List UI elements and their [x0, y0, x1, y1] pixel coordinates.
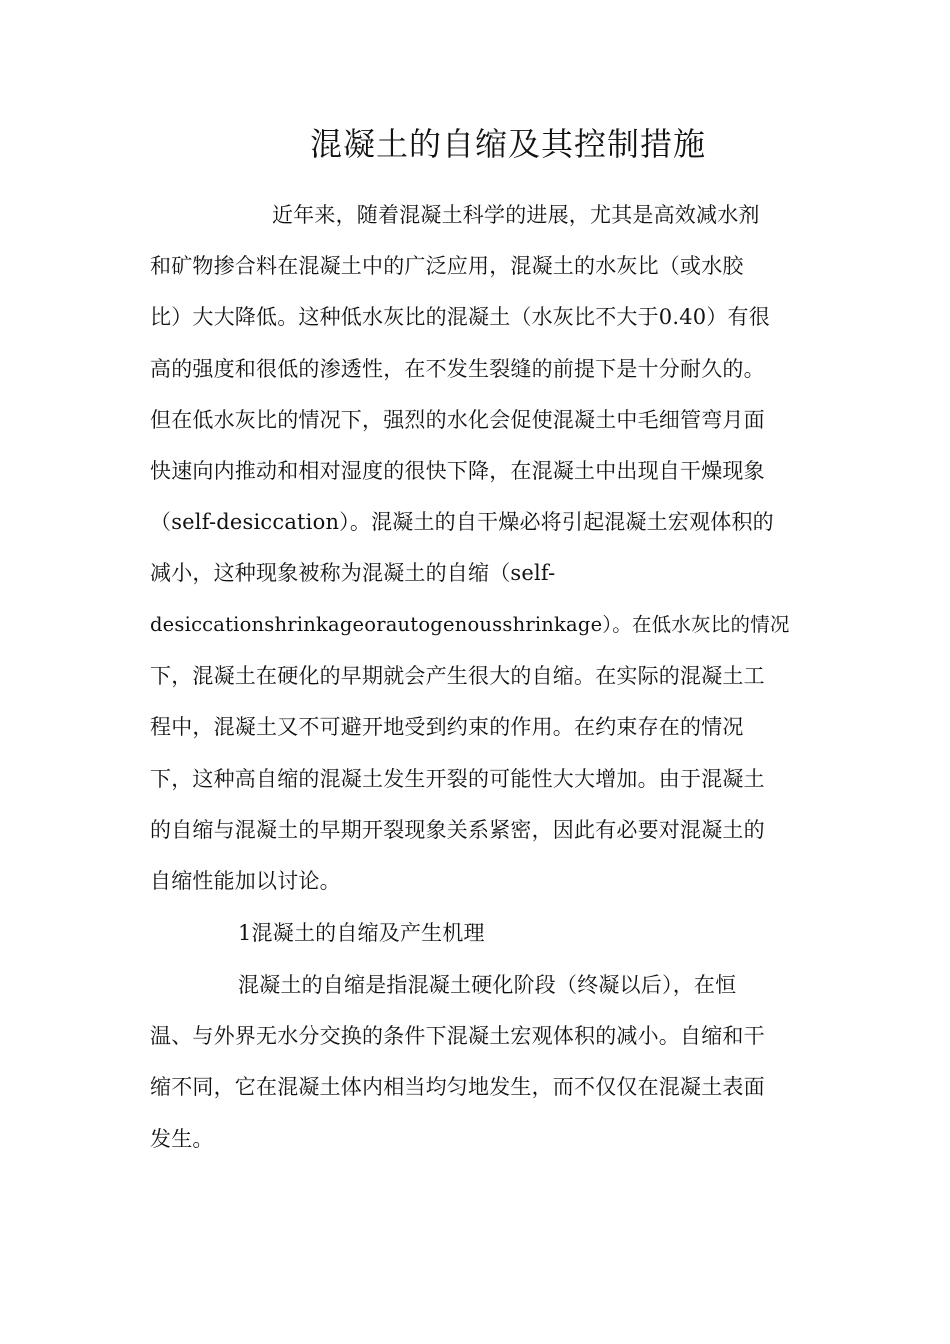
paragraph-line: 但在低水灰比的情况下，强烈的水化会促使混凝土中毛细管弯月面 — [150, 408, 765, 432]
paragraph-line: 自缩性能加以讨论。 — [150, 869, 341, 893]
paragraph-line: 近年来，随着混凝土科学的进展，尤其是高效减水剂 — [272, 203, 760, 227]
paragraph-line: 快速向内推动和相对湿度的很快下降，在混凝土中出现自干燥现象 — [150, 459, 765, 483]
paragraph-line: （self-desiccation）。混凝土的自干燥必将引起混凝土宏观体积的 — [150, 510, 774, 534]
paragraph-line: 减小，这种现象被称为混凝土的自缩（self- — [150, 561, 556, 585]
paragraph-line: desiccationshrinkageorautogenousshrinkage）。在低水灰比的情况 — [150, 613, 790, 636]
paragraph-line: 混凝土的自缩是指混凝土硬化阶段（终凝以后），在恒 — [238, 973, 737, 997]
document-title: 混凝土的自缩及其控制措施 — [309, 125, 706, 163]
paragraph-line: 和矿物掺合料在混凝土中的广泛应用，混凝土的水灰比（或水胶 — [150, 254, 744, 278]
section-heading: 1混凝土的自缩及产生机理 — [238, 921, 485, 945]
paragraph-line: 程中，混凝土又不可避开地受到约束的作用。在约束存在的情况 — [150, 715, 744, 739]
paragraph-line: 的自缩与混凝土的早期开裂现象关系紧密，因此有必要对混凝土的 — [150, 818, 765, 842]
paragraph-line: 发生。 — [150, 1127, 214, 1151]
paragraph-line: 下，混凝土在硬化的早期就会产生很大的自缩。在实际的混凝土工 — [150, 664, 765, 688]
paragraph-line: 下，这种高自缩的混凝土发生开裂的可能性大大增加。由于混凝土 — [150, 767, 765, 791]
paragraph-line: 温、与外界无水分交换的条件下混凝土宏观体积的减小。自缩和干 — [150, 1024, 765, 1048]
paragraph-line: 比）大大降低。这种低水灰比的混凝土（水灰比不大于0.40）有很 — [150, 305, 770, 329]
paragraph-line: 高的强度和很低的渗透性，在不发生裂缝的前提下是十分耐久的。 — [150, 357, 765, 381]
paragraph-line: 缩不同，它在混凝土体内相当均匀地发生，而不仅仅在混凝土表面 — [150, 1075, 765, 1099]
